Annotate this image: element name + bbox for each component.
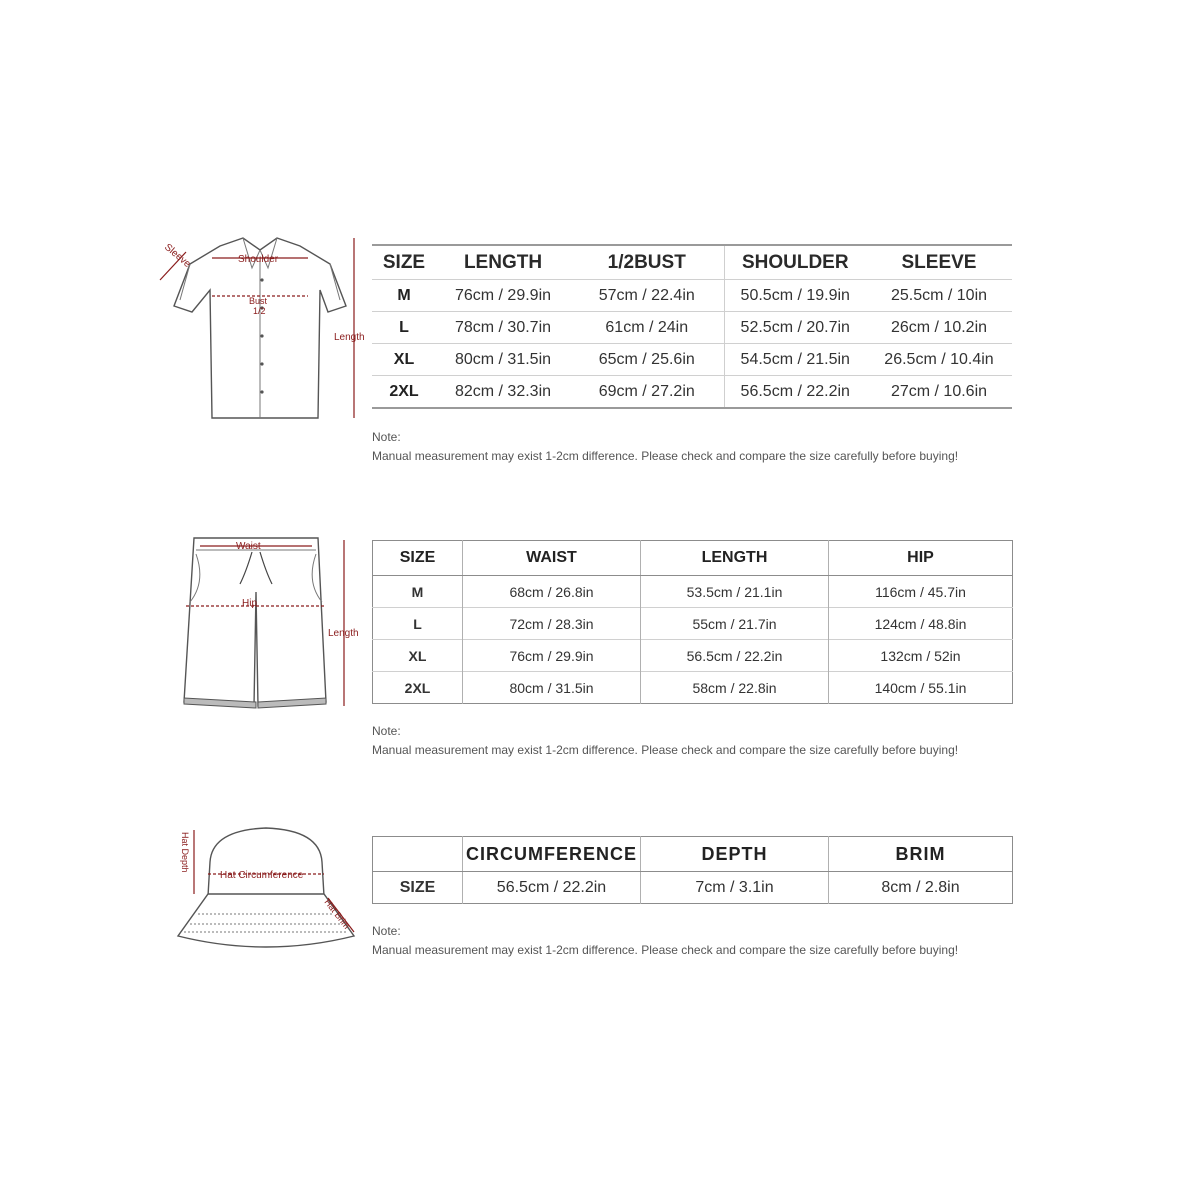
cell: 124cm / 48.8in [829, 608, 1013, 640]
cell: 78cm / 30.7in [436, 312, 570, 344]
hat-label-brim: Hat Brim [322, 897, 352, 931]
hat-label-depth: Hat Depth [180, 832, 190, 873]
hat-label-circumference: Hat Circumference [220, 870, 304, 881]
cell: 72cm / 28.3in [463, 608, 641, 640]
note-title: Note: [372, 924, 401, 938]
cell: 56.5cm / 22.2in [641, 640, 829, 672]
cell-size: XL [373, 640, 463, 672]
shorts-label-length: Length [328, 628, 359, 639]
cell: 116cm / 45.7in [829, 576, 1013, 608]
note-text: Manual measurement may exist 1-2cm difference. Please check and compare the size carefully before buying! [372, 449, 959, 463]
cell-size: L [372, 312, 436, 344]
shorts-note [372, 722, 958, 760]
shirt-diagram [150, 228, 370, 428]
cell: 80cm / 31.5in [463, 672, 641, 704]
cell: 61cm / 24in [570, 312, 724, 344]
cell-size: L [373, 608, 463, 640]
table-row [372, 344, 1012, 376]
header-length: LENGTH [641, 541, 829, 576]
cell: 56.5cm / 22.2in [724, 376, 866, 409]
cell-size: M [373, 576, 463, 608]
hat-size-table [372, 836, 1013, 904]
hat-diagram [168, 818, 368, 958]
header-brim: BRIM [829, 837, 1013, 872]
table-row [373, 872, 1013, 904]
header-half-bust: 1/2BUST [607, 251, 686, 273]
shirt-label-sleeve: Sleeve [162, 241, 193, 270]
cell-size: 2XL [372, 376, 436, 409]
shorts-diagram [176, 532, 366, 716]
cell: 80cm / 31.5in [436, 344, 570, 376]
shorts-label-hip: Hip [242, 598, 258, 609]
cell: 76cm / 29.9in [436, 280, 570, 312]
table-row [373, 608, 1013, 640]
cell-size: SIZE [399, 878, 436, 896]
header-size: SIZE [373, 541, 463, 576]
table-row [373, 576, 1013, 608]
note-text: Manual measurement may exist 1-2cm difference. Please check and compare the size carefully before buying! [372, 943, 959, 957]
cell: 27cm / 10.6in [866, 376, 1012, 409]
header-sleeve: SLEEVE [901, 251, 977, 273]
cell-size: M [372, 280, 436, 312]
shorts-size-table [372, 540, 1013, 704]
cell-size: XL [372, 344, 436, 376]
cell: 56.5cm / 22.2in [463, 872, 641, 904]
cell: 140cm / 55.1in [829, 672, 1013, 704]
table-row [373, 640, 1013, 672]
table-header-row [373, 541, 1013, 576]
cell: 69cm / 27.2in [570, 376, 724, 409]
cell: 25.5cm / 10in [866, 280, 1012, 312]
table-header-row [372, 245, 1012, 280]
table-header-row [373, 837, 1013, 872]
cell: 57cm / 22.4in [570, 280, 724, 312]
cell: 50.5cm / 19.9in [724, 280, 866, 312]
shirt-label-length: Length [334, 332, 365, 343]
shirt-note [372, 428, 958, 466]
cell-size: 2XL [373, 672, 463, 704]
shirt-label-bust-fraction: 1/2 [253, 306, 266, 316]
cell: 65cm / 25.6in [570, 344, 724, 376]
header-length: LENGTH [463, 251, 543, 273]
header-size: SIZE [382, 251, 426, 273]
header-empty [373, 837, 463, 872]
header-shoulder: SHOULDER [724, 245, 866, 280]
cell: 8cm / 2.8in [829, 872, 1013, 904]
cell: 58cm / 22.8in [641, 672, 829, 704]
header-circumference: CIRCUMFERENCE [463, 837, 641, 872]
cell: 68cm / 26.8in [463, 576, 641, 608]
note-text: Manual measurement may exist 1-2cm difference. Please check and compare the size carefully before buying! [372, 743, 959, 757]
table-row [373, 672, 1013, 704]
shirt-size-table [372, 244, 1012, 409]
table-row [372, 312, 1012, 344]
hat-note [372, 922, 958, 960]
cell: 54.5cm / 21.5in [724, 344, 866, 376]
header-depth: DEPTH [641, 837, 829, 872]
header-hip: HIP [829, 541, 1013, 576]
cell: 52.5cm / 20.7in [724, 312, 866, 344]
cell: 26cm / 10.2in [866, 312, 1012, 344]
cell: 7cm / 3.1in [641, 872, 829, 904]
cell: 82cm / 32.3in [436, 376, 570, 409]
cell: 26.5cm / 10.4in [866, 344, 1012, 376]
shorts-label-waist: Waist [236, 541, 261, 552]
note-title: Note: [372, 430, 401, 444]
shirt-label-shoulder: Shoulder [238, 254, 279, 265]
header-waist: WAIST [463, 541, 641, 576]
cell: 76cm / 29.9in [463, 640, 641, 672]
cell: 55cm / 21.7in [641, 608, 829, 640]
cell: 132cm / 52in [829, 640, 1013, 672]
note-title: Note: [372, 724, 401, 738]
table-row [372, 280, 1012, 312]
shirt-label-bust: Bust [249, 296, 268, 306]
cell: 53.5cm / 21.1in [641, 576, 829, 608]
table-row [372, 376, 1012, 409]
